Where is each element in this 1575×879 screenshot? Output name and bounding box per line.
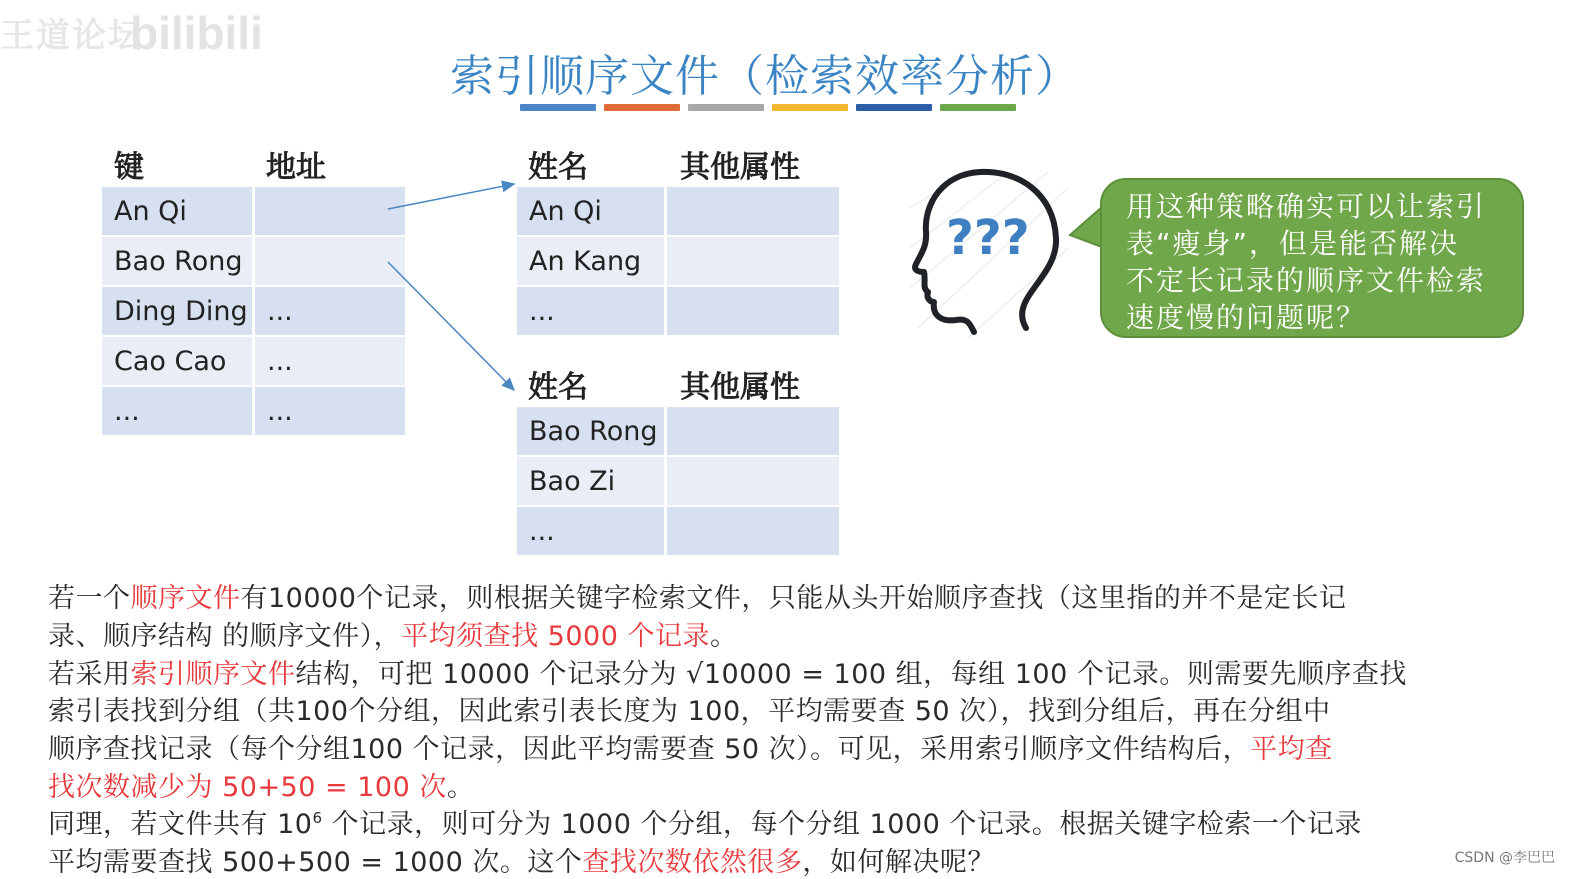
highlight-span: 查找次数依然很多 <box>582 847 803 878</box>
paragraph-2-line-2 <box>48 689 1331 728</box>
text-span: 索引表找到分组（共100个分组，因此索引表长度为 100，平均需要查 50 次），找到分组后，再在分组中 <box>48 696 1331 727</box>
highlight-span: 平均查 <box>1250 734 1333 765</box>
text-span: 有10000个记录，则根据关键字检索文件，只能从头开始顺序查找（这里指的并不是定长记 <box>240 583 1347 614</box>
text-span: 。 <box>709 621 738 652</box>
superscript: 6 <box>312 809 323 827</box>
text-span: 平均需要查找 500+500 = 1000 次。这个 <box>48 847 583 878</box>
highlight-span: 顺序文件 <box>130 583 241 614</box>
text-span: 同理，若文件共有 10 <box>48 809 313 840</box>
text-span: 若采用 <box>48 659 131 690</box>
question-marks: ??? <box>946 210 1030 266</box>
paragraph-3-line-1 <box>48 802 1362 841</box>
arrow-to-group1 <box>388 184 514 209</box>
credit-text: CSDN @李巴巴 <box>1454 850 1555 866</box>
group1-cell-name: An Qi <box>517 187 664 235</box>
group2-cell-name: ... <box>517 507 664 555</box>
group1-header-name: 姓名 <box>528 150 588 185</box>
bubble-line: 表“瘦身”，但是能否解决 <box>1126 227 1460 260</box>
paragraph-1-line-1 <box>48 576 1346 615</box>
index-cell-address: ... <box>255 287 405 335</box>
paragraph-2-line-3 <box>48 727 1333 766</box>
text-span: 结构，可把 10000 个记录分为 √10000 = 100 组，每组 100 个记录。则需要先顺序查找 <box>295 659 1407 690</box>
index-header-address: 地址 <box>266 150 326 185</box>
highlight-span: 索引顺序文件 <box>130 659 296 690</box>
paragraph-1-line-2 <box>48 614 737 653</box>
bubble-line: 速度慢的问题呢？ <box>1126 301 1367 334</box>
arrow-to-group2 <box>388 262 514 390</box>
group2-cell-name: Bao Zi <box>517 457 664 505</box>
index-cell-key: Ding Ding <box>102 287 252 335</box>
page-title: 索引顺序文件（检索效率分析） <box>450 51 1080 102</box>
group1-cell-name: ... <box>517 287 664 335</box>
group2-header-name: 姓名 <box>528 370 588 405</box>
group1-cell-name: An Kang <box>517 237 664 285</box>
watermark-logo: bilibili <box>130 7 263 59</box>
index-cell-key: Cao Cao <box>102 337 252 385</box>
text-span: 。 <box>446 772 475 803</box>
paragraph-3-line-2 <box>48 840 995 879</box>
highlight-span: 找次数减少为 50+50 = 100 次 <box>48 772 447 803</box>
text-span: 个记录，则可分为 1000 个分组，每个分组 1000 个记录。根据关键字检索一个记录 <box>322 809 1362 840</box>
text-span: 顺序查找记录（每个分组100 个记录，因此平均需要查 50 次）。可见，采用索引顺序文件结构后， <box>48 734 1251 765</box>
group2-header-attrs: 其他属性 <box>680 370 800 405</box>
highlight-span: 平均须查找 5000 个记录 <box>401 621 710 652</box>
index-header-key: 键 <box>114 150 144 185</box>
speech-bubble <box>1100 178 1524 338</box>
thinking-head-icon <box>908 168 1068 340</box>
text-span: 录、顺序结构 的顺序文件）， <box>48 621 402 652</box>
index-cell-key: ... <box>102 387 252 435</box>
index-cell-address: ... <box>255 387 405 435</box>
bubble-line: 用这种策略确实可以让索引 <box>1126 190 1487 223</box>
index-cell-key: Bao Rong <box>102 237 252 285</box>
group1-header-attrs: 其他属性 <box>680 150 800 185</box>
index-cell-key: An Qi <box>102 187 252 235</box>
paragraph-2-line-4 <box>48 765 474 804</box>
index-cell-address: ... <box>255 337 405 385</box>
text-span: ，如何解决呢？ <box>802 847 995 878</box>
paragraph-2-line-1 <box>48 652 1407 691</box>
bubble-line: 不定长记录的顺序文件检索 <box>1126 264 1487 297</box>
text-span: 若一个 <box>48 583 131 614</box>
group2-cell-name: Bao Rong <box>517 407 664 455</box>
watermark-text: 王道论坛 <box>0 16 144 56</box>
